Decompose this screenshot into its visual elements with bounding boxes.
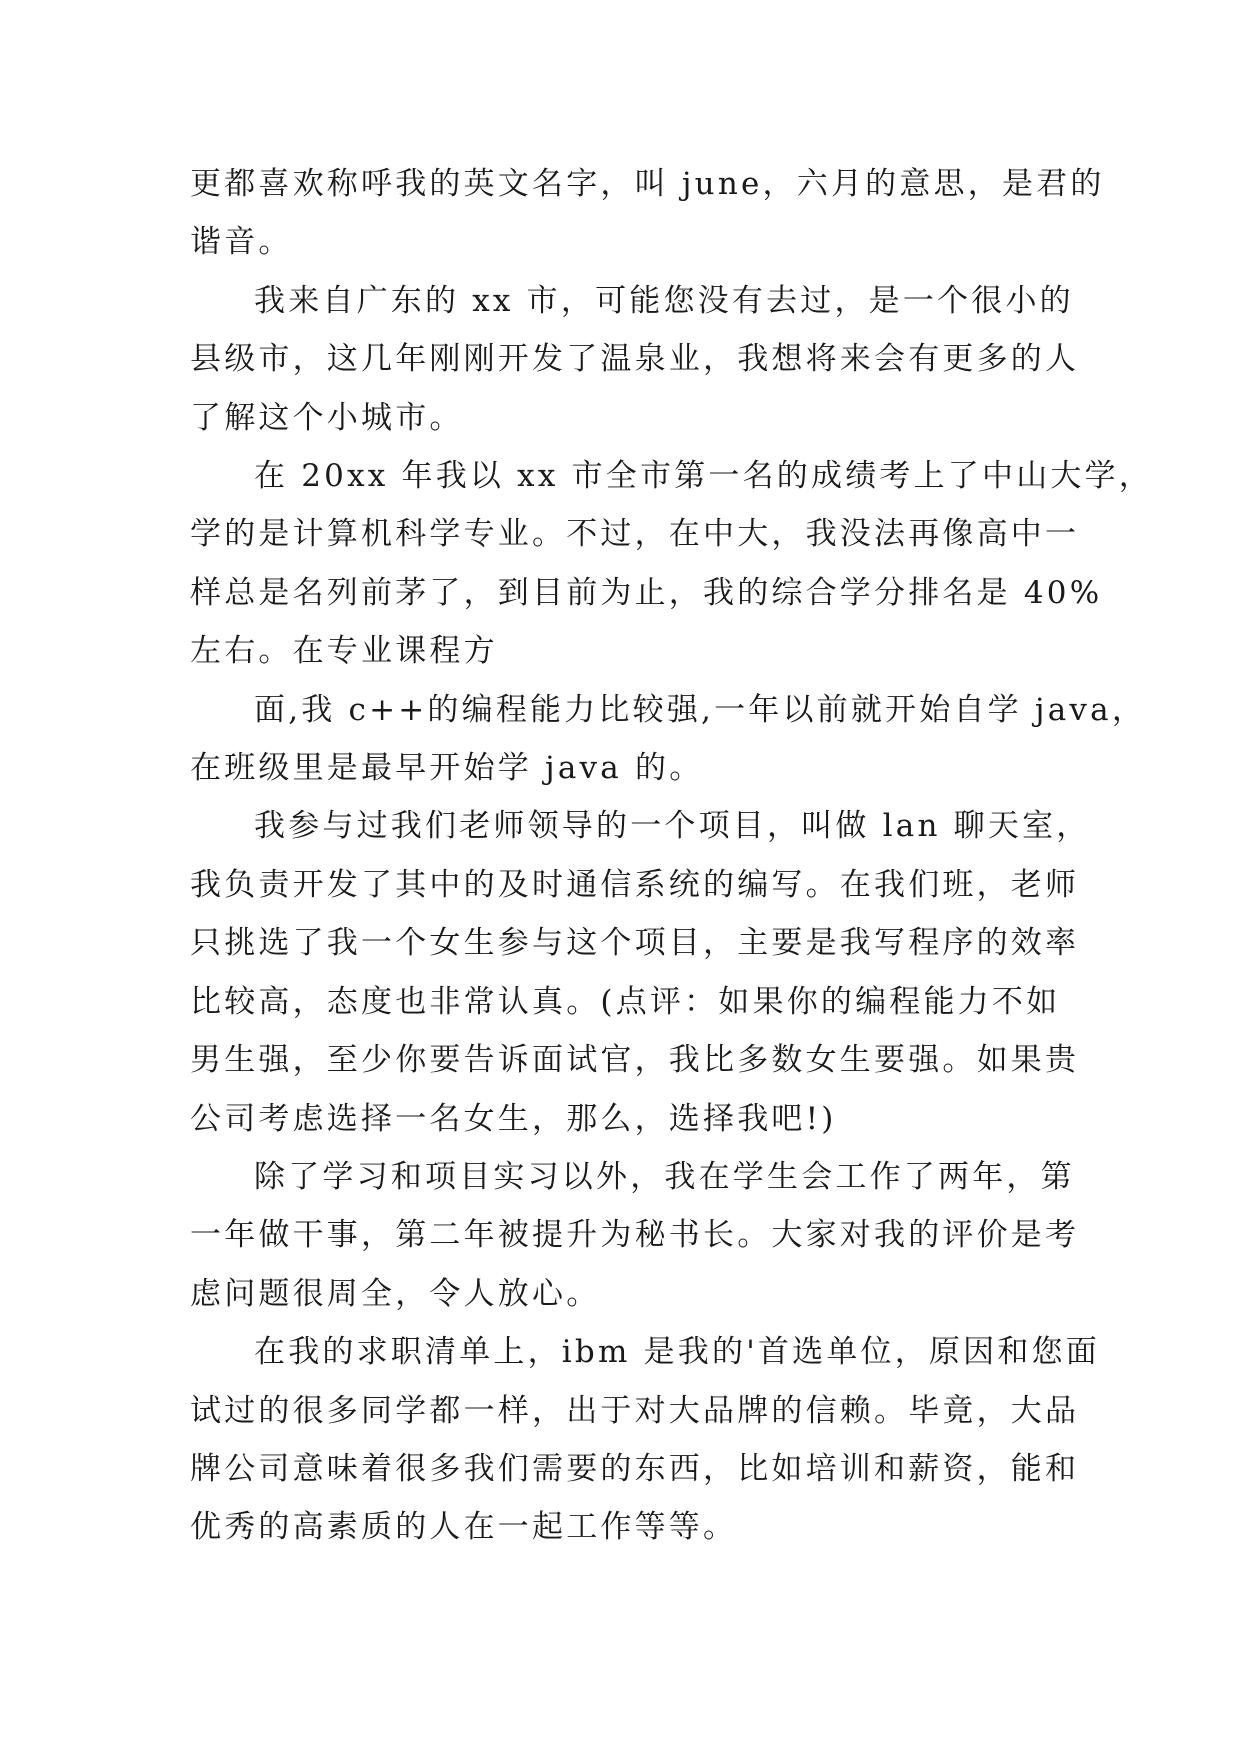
text-line: 更都喜欢称呼我的英文名字，叫 june，六月的意思，是君的 (190, 166, 1105, 202)
paragraph-3 (190, 447, 1153, 681)
text-line: 我负责开发了其中的及时通信系统的编写。在我们班，老师 (190, 866, 1080, 903)
text-line: 在班级里是最早开始学 java 的。 (190, 750, 704, 787)
text-line: 我来自广东的 xx 市，可能您没有去过，是一个很小的 (254, 282, 1074, 319)
text-line: 虑问题很周全，令人放心。 (190, 1275, 601, 1312)
text-line: 在我的求职清单上，ibm 是我的'首选单位，原因和您面 (254, 1334, 1100, 1371)
paragraph-5 (190, 797, 1091, 1147)
paragraph-1 (190, 155, 1105, 272)
text-line: 了解这个小城市。 (190, 399, 464, 436)
text-line: 样总是名列前茅了，到目前为止，我的综合学分排名是 40% (190, 574, 1103, 611)
text-line: 男生强，至少你要告诉面试官，我比多数女生要强。如果贵 (190, 1042, 1080, 1079)
paragraph-6 (190, 1148, 1080, 1323)
text-line: 学的是计算机科学专业。不过，在中大，我没法再像高中一 (190, 516, 1080, 553)
text-line: 优秀的高素质的人在一起工作等等。 (190, 1509, 738, 1546)
text-line: 县级市，这几年刚刚开发了温泉业，我想将来会有更多的人 (190, 341, 1080, 378)
paragraph-7 (190, 1323, 1100, 1557)
text-line: 试过的很多同学都一样，出于对大品牌的信赖。毕竟，大品 (190, 1392, 1080, 1429)
text-line: 只挑选了我一个女生参与这个项目，主要是我写程序的效率 (190, 925, 1080, 962)
text-line: 在 20xx 年我以 xx 市全市第一名的成绩考上了中山大学， (254, 458, 1153, 495)
text-line: 公司考虑选择一名女生，那么，选择我吧!) (190, 1100, 837, 1137)
text-line: 我参与过我们老师领导的一个项目，叫做 lan 聊天室， (254, 808, 1091, 845)
text-line: 面,我 c++的编程能力比较强,一年以前就开始自学 java， (254, 691, 1147, 728)
document-body (190, 155, 1153, 1557)
text-line: 比较高，态度也非常认真。(点评：如果你的编程能力不如 (190, 983, 1061, 1020)
text-line: 牌公司意味着很多我们需要的东西，比如培训和薪资，能和 (190, 1450, 1080, 1487)
text-line: 谐音。 (190, 224, 293, 261)
text-line: 左右。在专业课程方 (190, 633, 498, 670)
text-line: 除了学习和项目实习以外，我在学生会工作了两年，第 (254, 1158, 1075, 1195)
paragraph-2 (190, 272, 1080, 447)
text-line: 一年做干事，第二年被提升为秘书长。大家对我的评价是考 (190, 1217, 1080, 1254)
paragraph-4 (190, 681, 1147, 798)
